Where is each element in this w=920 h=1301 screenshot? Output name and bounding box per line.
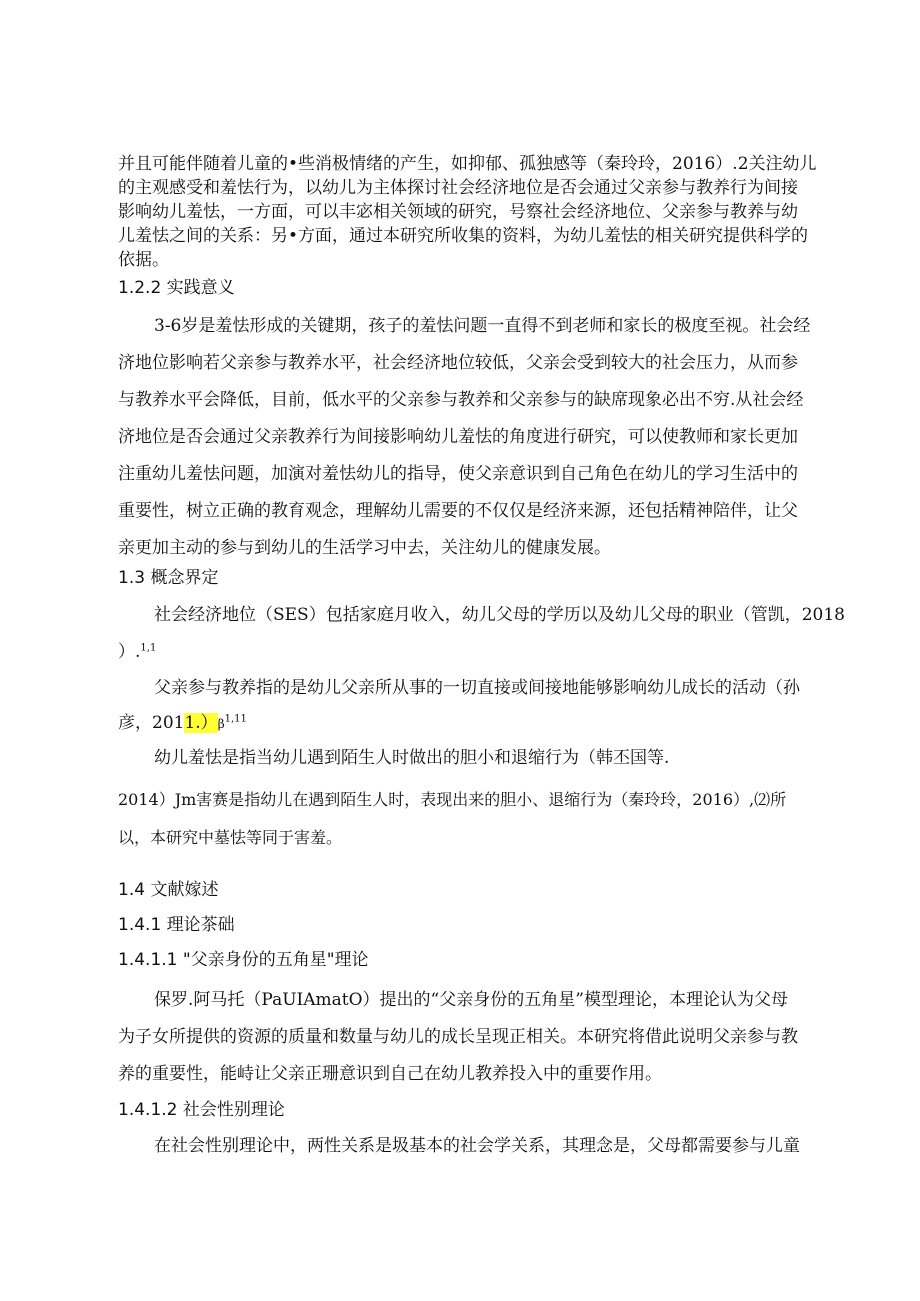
- paragraph-line: 3-6岁是羞怯形成的关键期，孩子的羞怯问题一直得不到老师和家长的极度至视。社会经: [154, 316, 811, 336]
- paragraph-line: 济地位是否会通过父亲教养行为间接影响幼儿羞怯的角度进行研究，可以使教师和家长更加: [118, 427, 798, 447]
- paragraph-line: 2014）Jm害赛是指幼儿在遇到陌生人时，表现出来的胆小、退缩行为（秦玲玲，2016）,⑵所: [118, 790, 787, 809]
- section-heading-1-4-1: 1.4.1 理论茶础: [118, 915, 235, 935]
- citation-superscript: 1,11: [224, 713, 247, 725]
- paragraph-line: 的主观感受和羞怯行为，以幼儿为主体探讨社会经济地位是否会通过父亲参与教养行为间接: [118, 178, 798, 198]
- paragraph-line: 以，本研究中墓怯等同于害羞。: [118, 828, 343, 847]
- section-heading-1-3: 1.3 概念界定: [118, 568, 219, 588]
- highlighted-text: 1.）: [184, 713, 218, 733]
- paragraph-line: 幼儿羞怯是指当幼儿遇到陌生人时做出的胆小和退缩行为（韩丕国等.: [154, 748, 670, 768]
- paragraph-line: 与教养水平会降低，目前，低水平的父亲参与教养和父亲参与的缺席现象必出不穷.从社会经: [118, 390, 804, 410]
- paragraph-line: [118, 711, 247, 736]
- paragraph-line: 社会经济地位（SES）包括家庭月收入，幼儿父母的学历以及幼儿父母的职业（管凯，2018: [154, 605, 845, 625]
- paragraph-line: 依据。: [118, 250, 169, 270]
- paragraph-text: ）.: [118, 642, 141, 662]
- paragraph-line: 父亲参与教养指的是幼儿父亲所从事的一切直接或间接地能够影响幼儿成长的活动（孙: [154, 678, 800, 698]
- paragraph-line: 保罗.阿马托（PaUIAmatO）提出的“父亲身份的五角星”模型理论，本理论认为父母: [154, 990, 788, 1010]
- citation-superscript: 1,1: [140, 642, 157, 654]
- paragraph-text: β: [217, 717, 225, 731]
- paragraph-text: 彦，201: [118, 713, 185, 733]
- paragraph-line: 亲更加主动的参与到幼儿的生活学习中去，关注幼儿的健康发展。: [118, 538, 611, 558]
- section-heading-1-4-1-2: 1.4.1.2 社会性别理论: [118, 1100, 285, 1120]
- paragraph-line: 儿羞怯之间的关系：另•方面，通过本研究所收集的资料，为幼儿羞怯的相关研究提供科学的: [118, 226, 809, 246]
- paragraph-line: 重要性，树立正确的教育观念，理解幼儿需要的不仅仅是经济来源，还包括精神陪伴，让父: [118, 501, 798, 521]
- paragraph-line: 并且可能伴随着儿童的•些消极情绪的产生，如抑郁、孤独感等（秦玲玲，2016）.2关注幼儿: [118, 154, 817, 174]
- section-heading-1-2-2: 1.2.2 实践意义: [118, 278, 235, 298]
- section-heading-1-4-1-1: 1.4.1.1 "父亲身份的五角星"理论: [118, 950, 369, 970]
- paragraph-line: 养的重要性，能峙让父亲正珊意识到自己在幼儿教养投入中的重要作用。: [118, 1064, 662, 1084]
- section-heading-1-4: 1.4 文献嫁述: [118, 880, 219, 900]
- paragraph-line: 为子女所提供的资源的质量和数量与幼儿的成长呈现正相关。本研究将借此说明父亲参与教: [118, 1027, 798, 1047]
- paragraph-line: 济地位影响若父亲参与教养水平，社会经济地位较低，父亲会受到较大的社会压力，从而参: [118, 353, 798, 373]
- paragraph-line: [118, 640, 156, 664]
- paragraph-line: 注重幼儿羞怯问题，加演对羞怯幼儿的指导，使父亲意识到自己角色在幼儿的学习生活中的: [118, 464, 798, 484]
- paragraph-line: 影响幼儿羞怯，一方面，可以丰宓相关领域的研究，号察社会经济地位、父亲参与教养与幼: [118, 202, 798, 222]
- paragraph-line: 在社会性别理论中，两性关系是圾基本的社会学关系，其理念是，父母都需要参与儿童: [154, 1136, 800, 1156]
